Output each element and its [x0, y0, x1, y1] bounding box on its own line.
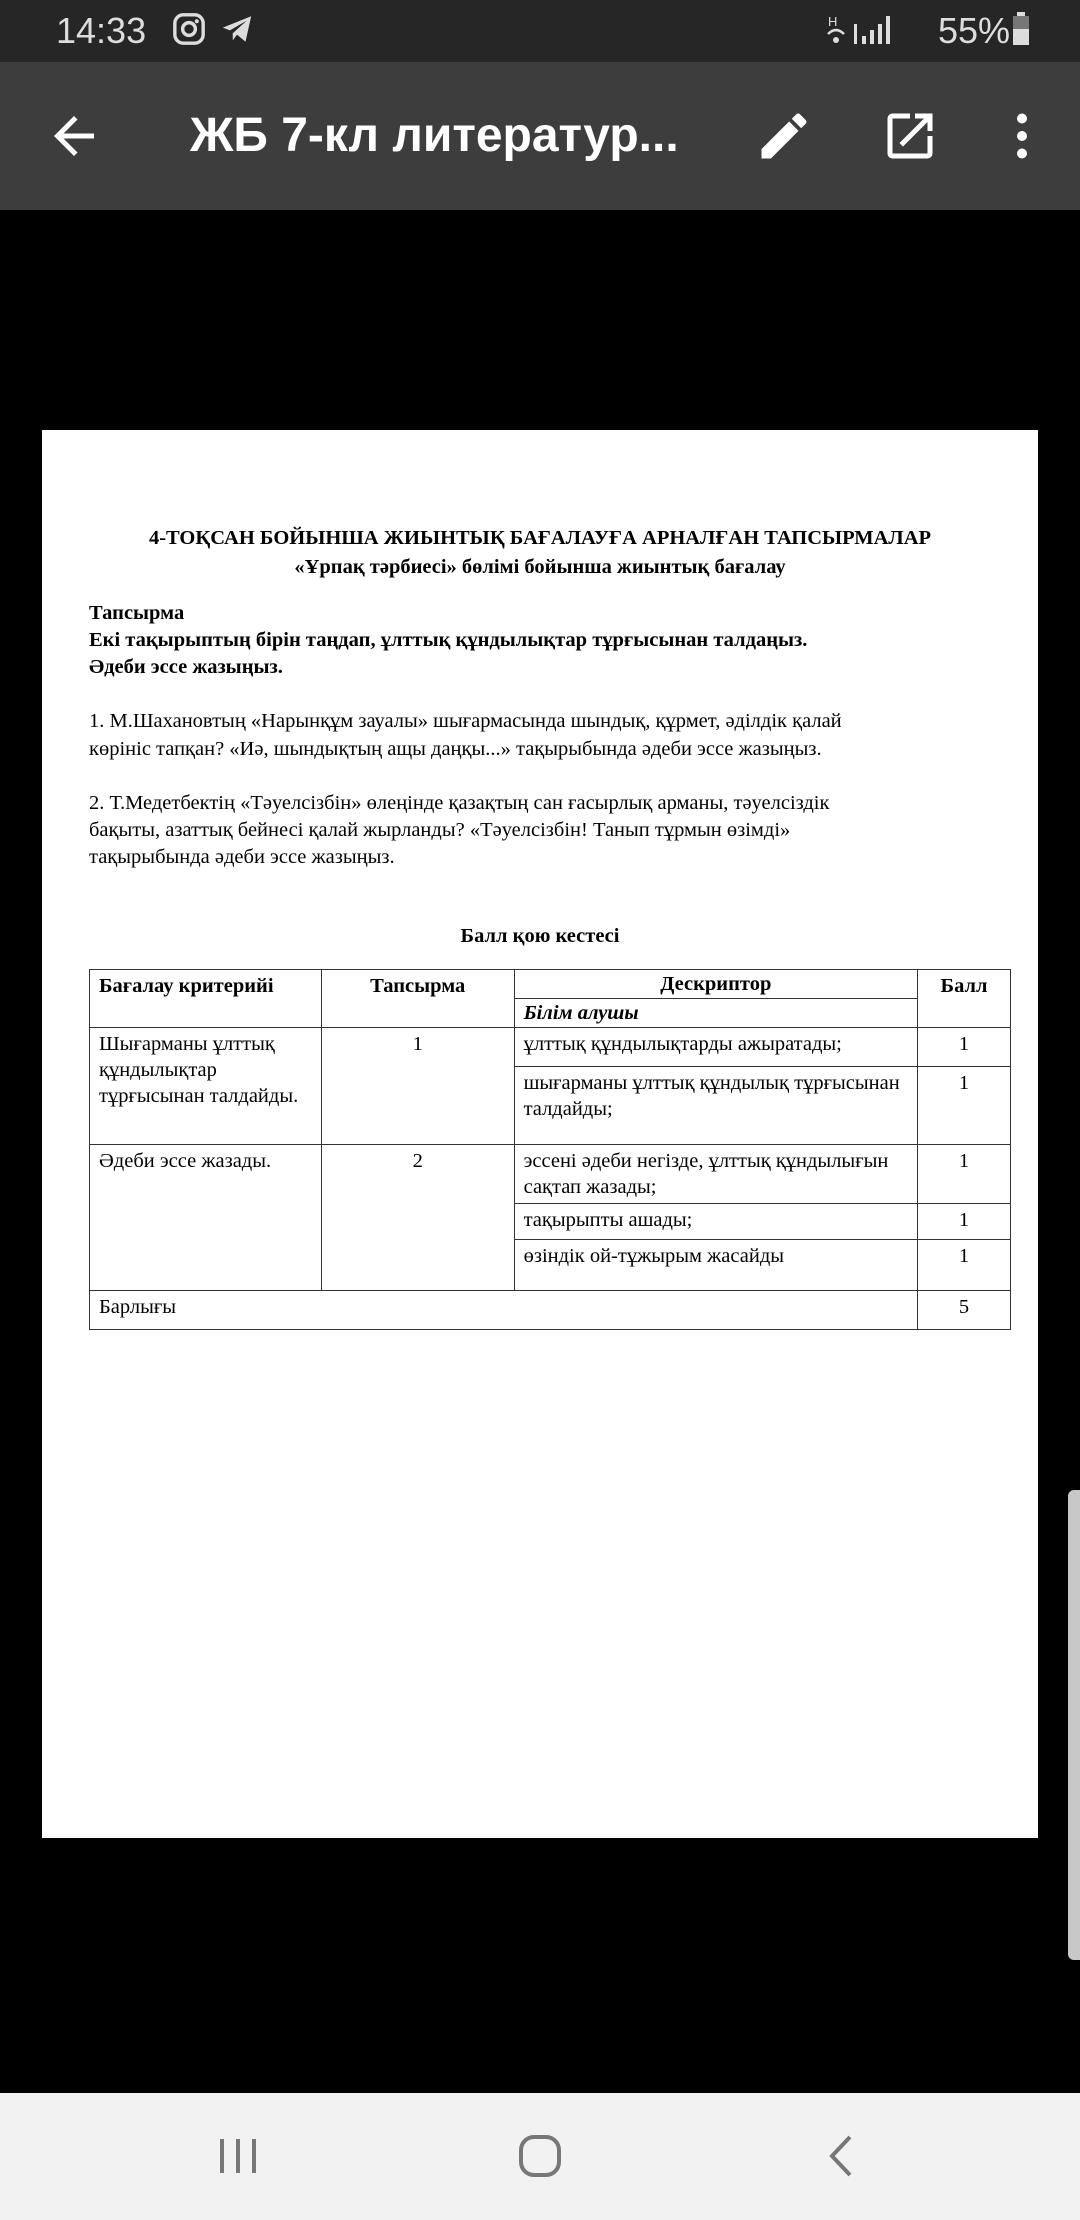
score-table	[89, 969, 1011, 1330]
header-learner: Білім алушы	[514, 999, 917, 1028]
score-cell: 1	[918, 1028, 1011, 1067]
recent-apps-icon[interactable]	[208, 2131, 268, 2181]
doc-subtitle: «Ұрпақ тәрбиесі» бөлімі бойынша жиынтық бағалау	[294, 556, 786, 578]
descriptor-cell: эссені әдеби негізде, ұлттық құндылығын сақтап жазады;	[514, 1145, 917, 1204]
descriptor-cell: өзіндік ой-тұжырым жасайды	[514, 1240, 917, 1291]
header-descriptor: Дескриптор	[514, 970, 917, 999]
app-bar	[0, 62, 1080, 210]
doc-title: 4-ТОҚСАН БОЙЫНША ЖИЫНТЫҚ БАҒАЛАУҒА АРНАЛҒАН ТАПСЫРМАЛАР	[148, 527, 932, 549]
item-1-cont: көрініс тапқан? «Иә, шындықтың ащы даңқы...» тақырыбында әдеби эссе жазыңыз.	[89, 738, 822, 760]
scrollbar-handle[interactable]	[1068, 1490, 1080, 1960]
instagram-icon	[172, 12, 206, 46]
item-1: 1. М.Шахановтың «Нарынқұм зауалы» шығармасында шындық, құрмет, әділдік қалай	[89, 710, 842, 732]
telegram-icon	[218, 12, 256, 46]
document-title: ЖБ 7-кл литератур...	[190, 109, 679, 162]
score-cell: 1	[918, 1240, 1011, 1291]
score-cell: 1	[918, 1067, 1011, 1145]
table-row	[90, 1145, 1011, 1204]
signal-icon	[826, 12, 906, 48]
total-score: 5	[918, 1291, 1011, 1330]
open-external-icon[interactable]	[880, 106, 940, 166]
document-page	[42, 430, 1038, 1838]
battery-icon	[1012, 12, 1030, 46]
task-instruction: Екі тақырыптың бірін таңдап, ұлттық құндылықтар тұрғысынан талдаңыз.	[89, 629, 808, 651]
descriptor-cell: тақырыпты ашады;	[514, 1204, 917, 1240]
table-title: Балл қою кестесі	[460, 925, 620, 947]
status-time: 14:33	[56, 10, 147, 51]
table-row	[90, 1028, 1011, 1067]
table-header-row	[90, 970, 1011, 999]
more-options-icon[interactable]	[992, 106, 1052, 166]
navigation-bar	[0, 2093, 1080, 2220]
total-row	[90, 1291, 1011, 1330]
header-criteria: Бағалау критерийі	[90, 970, 322, 1028]
home-icon[interactable]	[510, 2131, 570, 2181]
header-score: Балл	[918, 970, 1011, 1028]
header-task: Тапсырма	[321, 970, 514, 1028]
task-cell: 2	[321, 1145, 514, 1291]
descriptor-cell: шығарманы ұлттық құндылық тұрғысынан талдайды;	[514, 1067, 917, 1145]
status-bar	[0, 0, 1080, 62]
score-cell: 1	[918, 1145, 1011, 1204]
back-nav-icon[interactable]	[812, 2131, 872, 2181]
item-2-cont: бақыты, азаттық бейнесі қалай жырланды? «Тәуелсізбін! Танып тұрмын өзімді»	[89, 819, 791, 841]
item-2: 2. Т.Медетбектің «Тәуелсізбін» өлеңінде қазақтың сан ғасырлық арманы, тәуелсіздік	[89, 792, 830, 814]
criteria-cell: Шығарманы ұлттық құндылықтар тұрғысынан талдайды.	[90, 1028, 322, 1145]
pencil-edit-icon[interactable]	[754, 106, 814, 166]
descriptor-cell: ұлттық құндылықтарды ажыратады;	[514, 1028, 917, 1067]
task-cell: 1	[321, 1028, 514, 1145]
score-cell: 1	[918, 1204, 1011, 1240]
battery-percent: 55%	[937, 10, 1010, 51]
item-2-cont-2: тақырыбында әдеби эссе жазыңыз.	[89, 846, 395, 868]
criteria-cell: Әдеби эссе жазады.	[90, 1145, 322, 1291]
back-arrow-icon[interactable]	[44, 106, 104, 166]
task-label: Тапсырма	[89, 602, 185, 624]
task-instruction-2: Әдеби эссе жазыңыз.	[89, 656, 283, 678]
svg-text:H: H	[828, 14, 838, 29]
total-label: Барлығы	[90, 1291, 918, 1330]
